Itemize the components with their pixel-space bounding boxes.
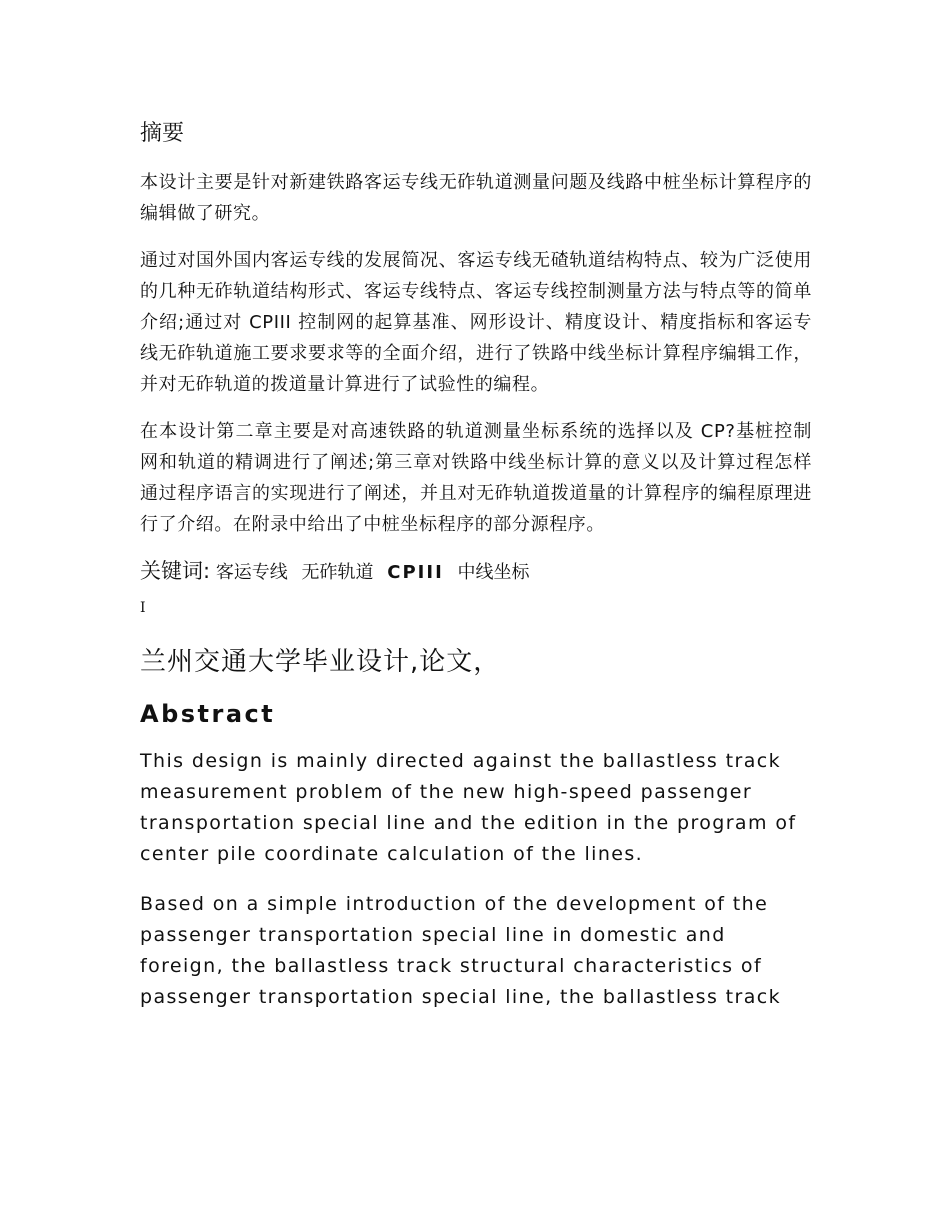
chinese-abstract-paragraph: 通过对国外国内客运专线的发展简况、客运专线无碴轨道结构特点、较为广泛使用的几种无砟轨道结构形式、客运专线特点、客运专线控制测量方法与特点等的简单介绍;通过对 CPIII 控制网的起算基准、网形设计、精度设计、精度指标和客运专线无砟轨道施工要求要求等的全面介绍，进行了铁路中线坐标计算程序编辑工作，并对无砟轨道的拨道量计算进行了试验性的编程。	[140, 250, 812, 395]
chinese-abstract-paragraph: 在本设计第二章主要是对高速铁路的轨道测量坐标系统的选择以及 CP?基桩控制网和轨道的精调进行了阐述;第三章对铁路中线坐标计算的意义以及计算过程怎样通过程序语言的实现进行了阐述，并且对无砟轨道拨道量的计算程序的编程原理进行了介绍。在附录中给出了中桩坐标程序的部分源程序。	[140, 421, 812, 535]
english-abstract-paragraph: This design is mainly directed against the ballastless track measurement problem of the new high-speed passenger transportation special line and the edition in the program of center pile coordinate calculation of the lines.	[140, 750, 797, 865]
thesis-running-title: 兰州交通大学毕业设计,论文，	[140, 647, 501, 677]
english-abstract-heading: Abstract	[140, 700, 276, 728]
keywords-label: 关键词:	[140, 559, 211, 583]
chinese-abstract-heading: 摘要	[140, 121, 185, 146]
keywords-line	[140, 556, 812, 588]
page-number: I	[140, 600, 146, 616]
chinese-abstract	[140, 119, 812, 588]
chinese-abstract-paragraph: 本设计主要是针对新建铁路客运专线无砟轨道测量问题及线路中桩坐标计算程序的编辑做了研究。	[140, 172, 812, 224]
keyword: 中线坐标	[457, 562, 530, 583]
english-abstract-paragraph: Based on a simple introduction of the development of the passenger transportation special line in domestic and foreign, the ballastless track structural characteristics of passenger transportation special line, the ballastless track	[140, 893, 782, 1008]
keyword: 客运专线	[215, 562, 288, 583]
keyword: 无砟轨道	[301, 562, 374, 583]
english-abstract	[140, 698, 812, 1013]
keyword: CPIII	[387, 562, 444, 583]
page-content	[140, 119, 812, 1032]
